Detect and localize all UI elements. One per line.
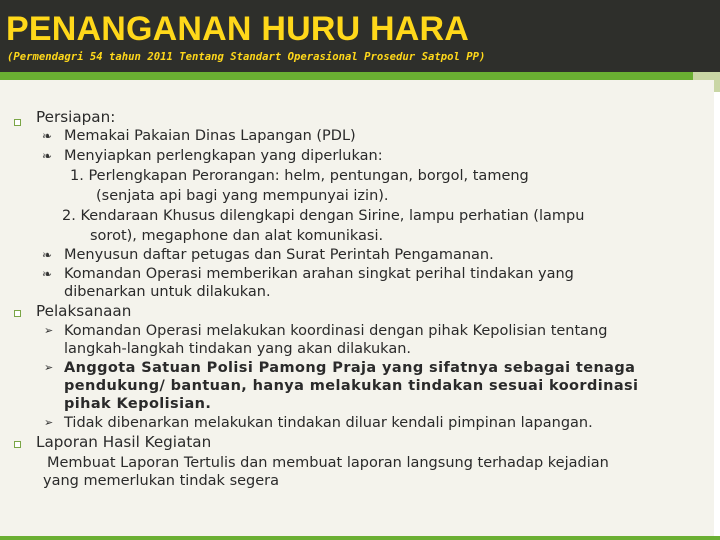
list-item: Komandan Operasi memberikan arahan singkat perihal tindakan yang	[64, 266, 574, 282]
section-heading-laporan: Laporan Hasil Kegiatan	[36, 433, 212, 451]
sub-list-item: 1. Perlengkapan Perorangan: helm, pentungan, borgol, tameng	[70, 168, 529, 184]
square-bullet-icon	[14, 119, 21, 126]
leaf-bullet-icon: ❧	[42, 149, 53, 163]
list-item: Menyiapkan perlengkapan yang diperlukan:	[64, 148, 383, 164]
leaf-bullet-icon: ❧	[42, 248, 53, 262]
paragraph-line: Membuat Laporan Tertulis dan membuat laporan langsung terhadap kejadian	[47, 455, 609, 471]
paragraph-line: yang memerlukan tindak segera	[43, 473, 280, 489]
section-heading-pelaksanaan: Pelaksanaan	[36, 302, 132, 320]
section-heading-persiapan: Persiapan:	[36, 108, 116, 126]
leaf-bullet-icon: ❧	[42, 267, 53, 281]
arrowhead-bullet-icon: ➢	[44, 324, 54, 337]
slide-content	[0, 80, 714, 536]
list-item-continuation: dibenarkan untuk dilakukan.	[64, 284, 271, 300]
list-item-continuation: langkah-langkah tindakan yang akan dilakukan.	[64, 341, 412, 357]
sub-list-item: 2. Kendaraan Khusus dilengkapi dengan Sirine, lampu perhatian (lampu	[62, 208, 585, 224]
list-item: Komandan Operasi melakukan koordinasi dengan pihak Kepolisian tentang	[64, 323, 608, 339]
slide-header	[0, 0, 720, 72]
list-item-continuation: pihak Kepolisian.	[64, 396, 212, 412]
sub-list-item: sorot), megaphone dan alat komunikasi.	[90, 228, 384, 244]
slide-subtitle: (Permendagri 54 tahun 2011 Tentang Standart Operasional Prosedur Satpol PP)	[7, 51, 486, 63]
list-item-continuation: pendukung/ bantuan, hanya melakukan tindakan sesuai koordinasi	[64, 378, 639, 394]
list-item: Anggota Satuan Polisi Pamong Praja yang sifatnya sebagai tenaga	[64, 360, 636, 376]
leaf-bullet-icon: ❧	[42, 129, 53, 143]
list-item: Menyusun daftar petugas dan Surat Perintah Pengamanan.	[64, 247, 494, 263]
bottom-accent-bar	[0, 536, 720, 540]
sub-list-item: (senjata api bagi yang mempunyai izin).	[96, 188, 389, 204]
list-item: Memakai Pakaian Dinas Lapangan (PDL)	[64, 128, 356, 144]
arrowhead-bullet-icon: ➢	[44, 361, 54, 374]
arrowhead-bullet-icon: ➢	[44, 416, 54, 429]
right-edge-stripe	[714, 92, 720, 536]
square-bullet-icon	[14, 310, 21, 317]
accent-bar	[0, 72, 720, 80]
list-item: Tidak dibenarkan melakukan tindakan diluar kendali pimpinan lapangan.	[64, 415, 593, 431]
slide-title: PENANGANAN HURU HARA	[6, 10, 469, 48]
square-bullet-icon	[14, 441, 21, 448]
